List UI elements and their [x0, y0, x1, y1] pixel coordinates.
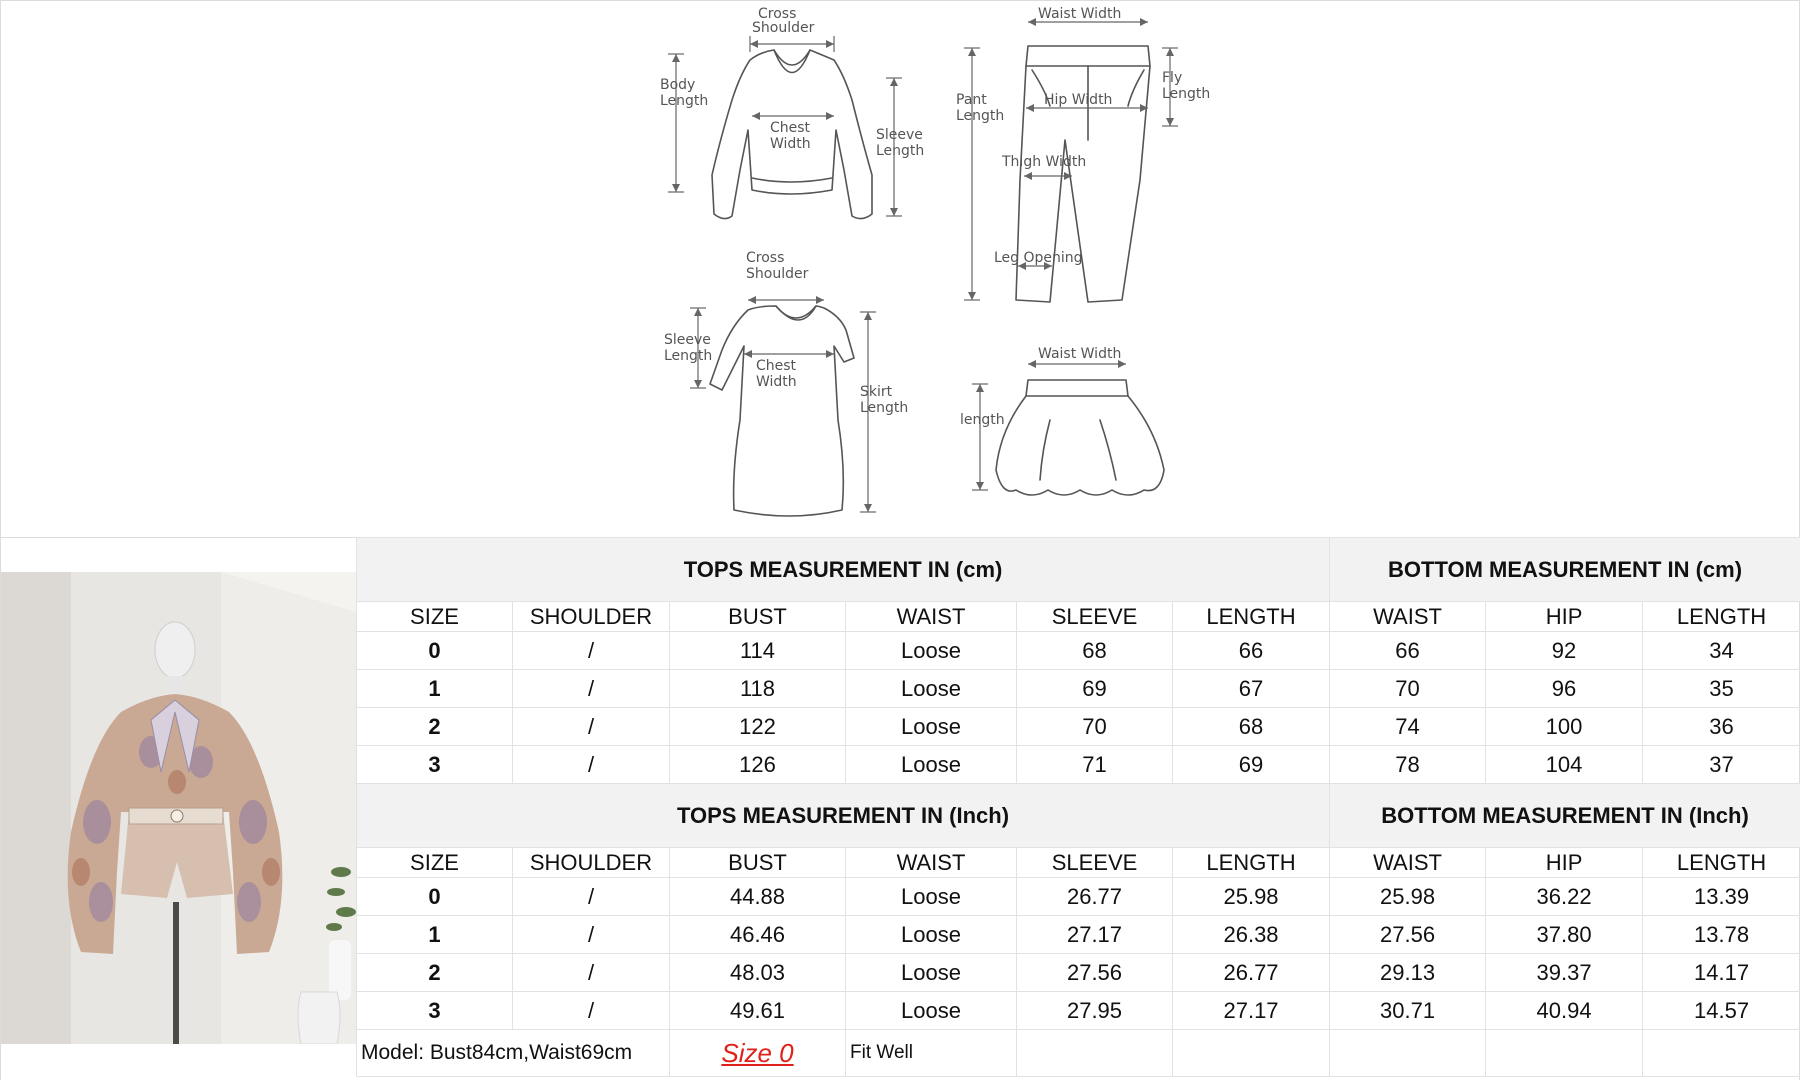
cell: 14.57 [1643, 992, 1800, 1030]
cell-size: 0 [357, 878, 513, 916]
cell: / [513, 708, 670, 746]
table-row [357, 916, 1800, 954]
skirt-waist-width-label: Waist Width [1038, 346, 1122, 362]
cell: Loose [846, 746, 1017, 784]
cell: 37 [1643, 746, 1800, 784]
cell: 67 [1173, 670, 1330, 708]
dress-diagram [664, 250, 908, 516]
cell: Loose [846, 878, 1017, 916]
cell: 27.56 [1330, 916, 1486, 954]
cell: 25.98 [1173, 878, 1330, 916]
skirt-length-label: length [960, 412, 1005, 428]
cell: 26.77 [1017, 878, 1173, 916]
measurement-diagrams [640, 0, 1240, 530]
mannequin-illustration [1, 572, 356, 1044]
cell: 26.77 [1173, 954, 1330, 992]
cell-size: 3 [357, 746, 513, 784]
dress-cross-shoulder-label-1: Cross [746, 250, 785, 266]
inch-header-size: SIZE [357, 848, 513, 878]
cm-header-shoulder: SHOULDER [513, 602, 670, 632]
cm-tops-title: TOPS MEASUREMENT IN (cm) [357, 538, 1330, 602]
pants-waist-width-label: Waist Width [1038, 6, 1122, 22]
cell: 13.39 [1643, 878, 1800, 916]
cell-size: 2 [357, 954, 513, 992]
inch-bottom-title: BOTTOM MEASUREMENT IN (Inch) [1330, 784, 1800, 848]
top-body-length-label-1: Body [660, 77, 696, 93]
cell: 13.78 [1643, 916, 1800, 954]
empty-cell [1330, 1030, 1486, 1077]
cell: 78 [1330, 746, 1486, 784]
cell: 126 [670, 746, 846, 784]
cell: 48.03 [670, 954, 846, 992]
cell: Loose [846, 992, 1017, 1030]
cell: 46.46 [670, 916, 846, 954]
model-info-row [357, 1030, 1800, 1077]
table-row [357, 670, 1800, 708]
inch-column-headers [357, 848, 1800, 878]
pants-fly-length-label-1: Fly [1162, 70, 1183, 86]
dress-sleeve-length-label-1: Sleeve [664, 332, 711, 348]
product-photo [1, 572, 356, 1044]
cm-header-size: SIZE [357, 602, 513, 632]
diagram-svg [640, 0, 1240, 530]
cell: 44.88 [670, 878, 846, 916]
cell: 92 [1486, 632, 1643, 670]
cell-size: 3 [357, 992, 513, 1030]
cell: 114 [670, 632, 846, 670]
model-measurements: Model: Bust84cm,Waist69cm [357, 1030, 670, 1077]
cell: 40.94 [1486, 992, 1643, 1030]
pants-pant-length-label-2: Length [956, 108, 1005, 124]
model-size: Size 0 [670, 1030, 846, 1077]
cell: 70 [1017, 708, 1173, 746]
top-cross-shoulder-label-1: Cross [758, 6, 797, 22]
inch-tops-title: TOPS MEASUREMENT IN (Inch) [357, 784, 1330, 848]
inch-header-bust: BUST [670, 848, 846, 878]
cell: 25.98 [1330, 878, 1486, 916]
cell: 34 [1643, 632, 1800, 670]
cell: Loose [846, 916, 1017, 954]
empty-cell [1173, 1030, 1330, 1077]
table-row [357, 954, 1800, 992]
cell: 30.71 [1330, 992, 1486, 1030]
cell: 68 [1017, 632, 1173, 670]
dress-chest-width-label-2: Width [756, 374, 797, 390]
cm-section-header [357, 538, 1800, 602]
pants-fly-length-label-2: Length [1162, 86, 1211, 102]
inch-header-sleeve: SLEEVE [1017, 848, 1173, 878]
cell: 68 [1173, 708, 1330, 746]
cell: 96 [1486, 670, 1643, 708]
top-diagram [660, 6, 924, 219]
table-row [357, 632, 1800, 670]
cell: 27.17 [1017, 916, 1173, 954]
cell: 100 [1486, 708, 1643, 746]
inch-header-waist: WAIST [846, 848, 1017, 878]
cell: 122 [670, 708, 846, 746]
size-chart-table [356, 537, 1800, 1077]
inch-section-header [357, 784, 1800, 848]
cell: 39.37 [1486, 954, 1643, 992]
cell: 36.22 [1486, 878, 1643, 916]
pants-diagram [956, 6, 1210, 302]
cell: 49.61 [670, 992, 846, 1030]
pants-thigh-width-label: Thigh Width [1002, 154, 1087, 170]
cell: 14.17 [1643, 954, 1800, 992]
inch-header-bottom-waist: WAIST [1330, 848, 1486, 878]
cell: 66 [1330, 632, 1486, 670]
top-body-length-label-2: Length [660, 93, 709, 109]
cell: 70 [1330, 670, 1486, 708]
cm-header-bust: BUST [670, 602, 846, 632]
inch-header-bottom-length: LENGTH [1643, 848, 1800, 878]
dress-sleeve-length-label-2: Length [664, 348, 713, 364]
cell-size: 1 [357, 670, 513, 708]
pants-hip-width-label: Hip Width [1044, 92, 1113, 108]
cell: / [513, 916, 670, 954]
top-cross-shoulder-label-2: Shoulder [752, 20, 815, 36]
inch-header-length: LENGTH [1173, 848, 1330, 878]
cell: 29.13 [1330, 954, 1486, 992]
dress-skirt-length-label-1: Skirt [860, 384, 893, 400]
cell: / [513, 954, 670, 992]
cell: 27.56 [1017, 954, 1173, 992]
top-chest-width-label-2: Width [770, 136, 811, 152]
cell: / [513, 746, 670, 784]
cell: / [513, 992, 670, 1030]
table-row [357, 878, 1800, 916]
cell: 35 [1643, 670, 1800, 708]
table-row [357, 746, 1800, 784]
cell: 27.17 [1173, 992, 1330, 1030]
top-sleeve-length-label-1: Sleeve [876, 127, 923, 143]
cm-header-sleeve: SLEEVE [1017, 602, 1173, 632]
cm-header-waist: WAIST [846, 602, 1017, 632]
top-chest-width-label-1: Chest [770, 120, 811, 136]
cell: / [513, 632, 670, 670]
cell: / [513, 878, 670, 916]
dress-chest-width-label-1: Chest [756, 358, 797, 374]
cell: Loose [846, 954, 1017, 992]
cell: 27.95 [1017, 992, 1173, 1030]
table-row [357, 708, 1800, 746]
cm-header-bottom-length: LENGTH [1643, 602, 1800, 632]
cell: 71 [1017, 746, 1173, 784]
inch-header-shoulder: SHOULDER [513, 848, 670, 878]
cm-column-headers [357, 602, 1800, 632]
top-sleeve-length-label-2: Length [876, 143, 925, 159]
cell: Loose [846, 708, 1017, 746]
cell-size: 2 [357, 708, 513, 746]
pants-pant-length-label-1: Pant [956, 92, 987, 108]
table-row [357, 992, 1800, 1030]
cell-size: 1 [357, 916, 513, 954]
cell: 118 [670, 670, 846, 708]
empty-cell [1643, 1030, 1800, 1077]
cell: 37.80 [1486, 916, 1643, 954]
inch-header-hip: HIP [1486, 848, 1643, 878]
fit-note: Fit Well [846, 1030, 1017, 1077]
skirt-diagram [960, 346, 1164, 495]
cell: 26.38 [1173, 916, 1330, 954]
cell: Loose [846, 632, 1017, 670]
cell: 36 [1643, 708, 1800, 746]
cell: Loose [846, 670, 1017, 708]
empty-cell [1486, 1030, 1643, 1077]
empty-cell [1017, 1030, 1173, 1077]
cell: / [513, 670, 670, 708]
dress-cross-shoulder-label-2: Shoulder [746, 266, 809, 282]
cell: 104 [1486, 746, 1643, 784]
cm-header-hip: HIP [1486, 602, 1643, 632]
cm-header-length: LENGTH [1173, 602, 1330, 632]
dress-skirt-length-label-2: Length [860, 400, 909, 416]
cell: 74 [1330, 708, 1486, 746]
cell-size: 0 [357, 632, 513, 670]
cell: 69 [1173, 746, 1330, 784]
cm-header-bottom-waist: WAIST [1330, 602, 1486, 632]
cell: 69 [1017, 670, 1173, 708]
cell: 66 [1173, 632, 1330, 670]
cm-bottom-title: BOTTOM MEASUREMENT IN (cm) [1330, 538, 1800, 602]
pants-leg-opening-label: Leg Opening [994, 250, 1083, 266]
